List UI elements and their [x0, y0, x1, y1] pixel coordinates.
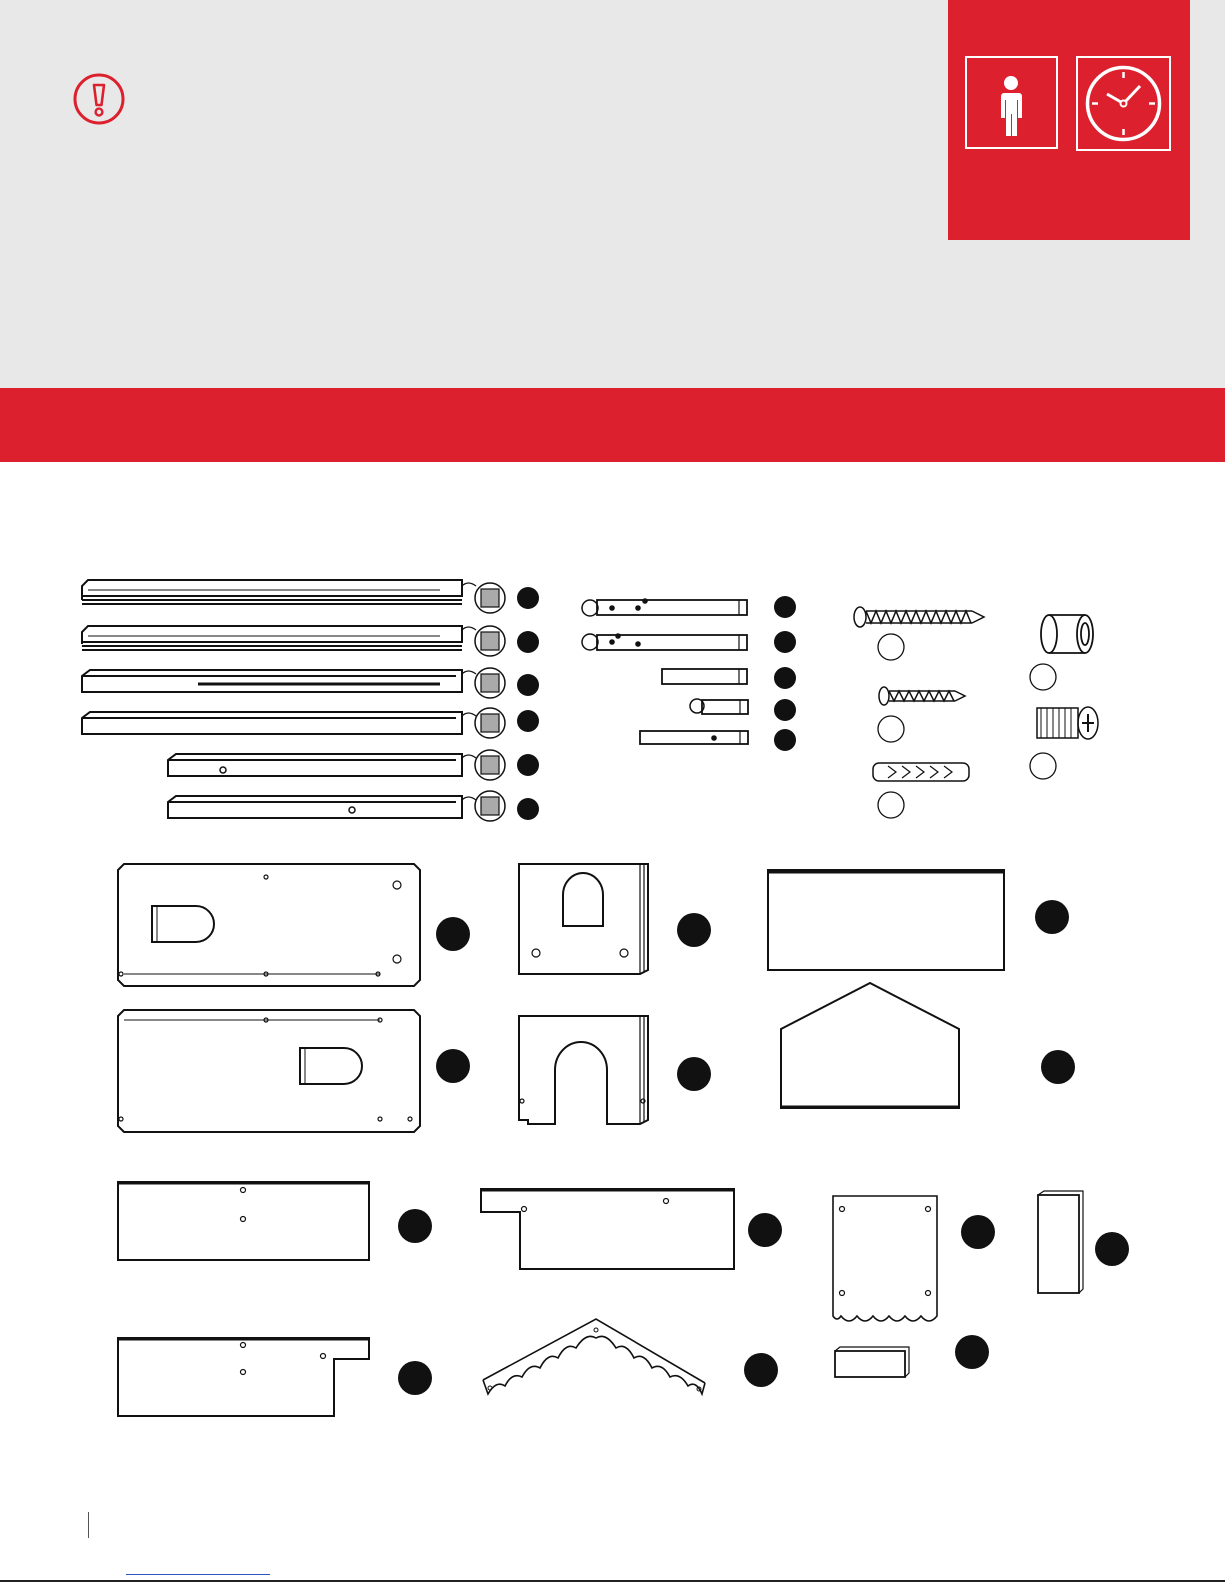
- side-panel-door-left-icon: [118, 864, 420, 986]
- small-block-marker: [955, 1335, 989, 1369]
- edge-strip-icon: [1038, 1191, 1083, 1293]
- notched-board-marker: [748, 1213, 782, 1247]
- wall-plug-marker: [878, 792, 904, 818]
- footer-link-underline[interactable]: [126, 1574, 270, 1575]
- stepped-board-marker: [398, 1361, 432, 1395]
- stepped-board-icon: [118, 1338, 369, 1416]
- bushing-icon: [1041, 615, 1093, 653]
- bolt-icon: [1037, 707, 1098, 739]
- rail-3: [82, 668, 539, 698]
- side-panel-door-right-marker: [436, 1049, 470, 1083]
- base-board-marker: [398, 1209, 432, 1243]
- short-rail-1: [582, 596, 796, 618]
- rail-5-marker: [517, 754, 539, 776]
- scalloped-gable-trim-marker: [744, 1353, 778, 1387]
- rail-1-marker: [517, 587, 539, 609]
- roof-panel-icon: [768, 870, 1004, 970]
- wall-plug-icon: [873, 763, 969, 781]
- rail-4: [82, 708, 539, 738]
- short-rail-3-marker: [774, 667, 796, 689]
- side-panel-door-right-icon: [118, 1010, 420, 1132]
- rail-2-marker: [517, 631, 539, 653]
- scalloped-trim-icon: [833, 1196, 937, 1321]
- rail-6: [168, 791, 539, 821]
- front-panel-arch-window-marker: [677, 913, 711, 947]
- gable-panel-icon: [781, 983, 959, 1108]
- side-panel-door-left-marker: [436, 917, 470, 951]
- rail-3-marker: [517, 674, 539, 696]
- short-screw-icon: [879, 687, 965, 705]
- scalloped-gable-trim-icon: [483, 1319, 705, 1394]
- scalloped-trim-marker: [961, 1215, 995, 1249]
- rail-4-marker: [517, 710, 539, 732]
- bolt-marker: [1030, 753, 1056, 779]
- short-rail-2: [582, 631, 796, 653]
- short-rail-4-marker: [774, 699, 796, 721]
- short-rail-5-marker: [774, 729, 796, 751]
- gable-panel-marker: [1041, 1050, 1075, 1084]
- roof-panel-marker: [1035, 900, 1069, 934]
- long-screw-icon: [854, 607, 984, 627]
- long-screw-marker: [878, 634, 904, 660]
- front-panel-arch-door-marker: [677, 1057, 711, 1091]
- front-panel-arch-door-icon: [519, 1016, 648, 1124]
- edge-strip-marker: [1095, 1232, 1129, 1266]
- page-number-divider: [88, 1512, 89, 1538]
- front-panel-arch-window-icon: [519, 864, 648, 974]
- short-rail-2-marker: [774, 631, 796, 653]
- short-rail-1-marker: [774, 596, 796, 618]
- bushing-marker: [1030, 664, 1056, 690]
- rail-6-marker: [517, 798, 539, 820]
- footer-rule: [0, 1580, 1225, 1582]
- small-block-icon: [835, 1347, 909, 1377]
- notched-board-icon: [481, 1189, 734, 1269]
- short-rail-3: [662, 667, 796, 689]
- base-board-icon: [118, 1182, 369, 1260]
- rail-5: [168, 750, 539, 780]
- rail-2: [82, 626, 539, 656]
- rail-1: [82, 580, 539, 613]
- short-screw-marker: [878, 716, 904, 742]
- short-rail-4: [690, 699, 796, 721]
- short-rail-5: [640, 729, 796, 751]
